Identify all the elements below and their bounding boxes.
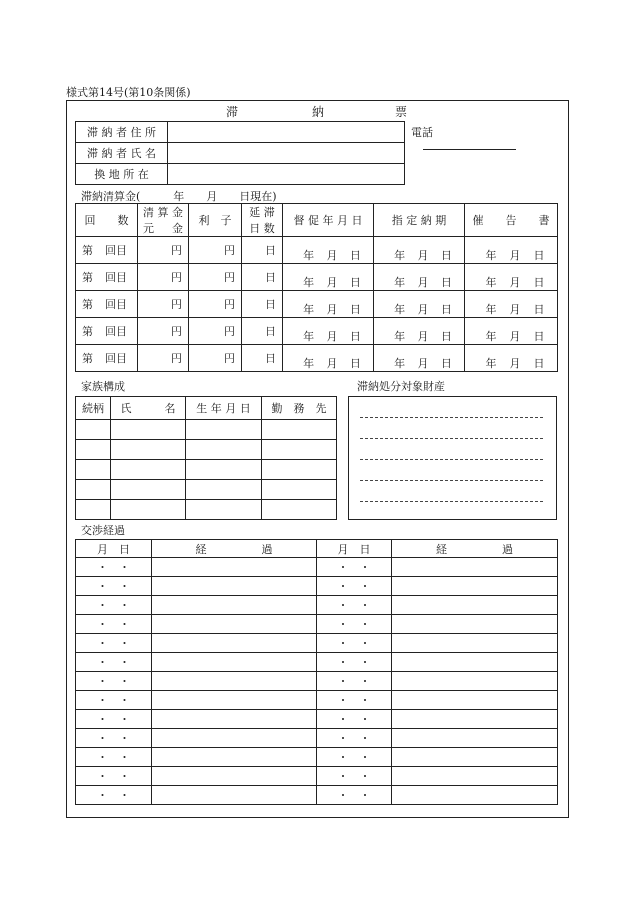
nego-date-right[interactable]: ・ ・ [317, 767, 392, 786]
day-label: 日 [533, 357, 545, 370]
date-parts [374, 264, 464, 290]
delay-days-cell[interactable]: 日 [242, 318, 283, 345]
name-cell[interactable] [111, 420, 186, 440]
family-heading: 家族構成 [81, 380, 125, 393]
settlement-row [76, 345, 558, 372]
nego-progress-left[interactable] [152, 767, 317, 786]
day-label: 日 [533, 276, 545, 289]
workplace-cell[interactable] [262, 500, 337, 520]
month-label: 月 [326, 249, 338, 262]
property-heading: 滞納処分対象財産 [357, 380, 445, 393]
negotiation-row [76, 710, 558, 729]
nego-date-left[interactable]: ・ ・ [76, 786, 152, 805]
reminder-date-cell[interactable] [283, 264, 374, 291]
year-label: 年 [485, 330, 497, 343]
month-label: 月 [326, 357, 338, 370]
date-parts [283, 345, 373, 371]
nego-progress-left[interactable] [152, 786, 317, 805]
interest-cell[interactable]: 円 [189, 264, 242, 291]
delay-days-cell[interactable]: 日 [242, 237, 283, 264]
date-parts [283, 237, 373, 263]
nego-progress-left[interactable] [152, 615, 317, 634]
notice-date-cell[interactable] [465, 345, 558, 372]
nego-date-left[interactable]: ・ ・ [76, 596, 152, 615]
times-cell[interactable] [76, 237, 138, 264]
name-cell[interactable] [111, 500, 186, 520]
month-label: 月 [326, 303, 338, 316]
day-label: 日 [440, 303, 452, 316]
nego-header-progress-right: 経 過 [392, 540, 558, 558]
nego-progress-left[interactable] [152, 634, 317, 653]
family-header-relation: 続柄 [76, 397, 111, 420]
nego-progress-left[interactable] [152, 672, 317, 691]
nego-progress-right[interactable] [392, 710, 558, 729]
month-label: 月 [417, 303, 429, 316]
nego-progress-left[interactable] [152, 577, 317, 596]
year-label: 年 [394, 303, 406, 316]
month-label: 月 [326, 330, 338, 343]
nego-date-left[interactable]: ・ ・ [76, 767, 152, 786]
family-row [76, 420, 337, 440]
interest-cell[interactable]: 円 [189, 237, 242, 264]
nego-progress-left[interactable] [152, 748, 317, 767]
year-label: 年 [485, 303, 497, 316]
month-label: 月 [417, 249, 429, 262]
nego-header-progress-left: 経 過 [152, 540, 317, 558]
nego-date-right[interactable]: ・ ・ [317, 615, 392, 634]
times-suffix: 回目 [105, 244, 127, 257]
day-label: 日 [349, 330, 361, 343]
relation-cell[interactable] [76, 420, 111, 440]
times-cell[interactable] [76, 345, 138, 372]
year-label: 年 [394, 249, 406, 262]
nego-progress-right[interactable] [392, 615, 558, 634]
month-label: 月 [509, 249, 521, 262]
address-field[interactable] [168, 122, 405, 143]
due-date-cell[interactable] [374, 291, 465, 318]
settlement-row [76, 318, 558, 345]
date-parts [374, 318, 464, 344]
month-label: 月 [509, 303, 521, 316]
header-times: 回 数 [76, 204, 138, 237]
principal-cell[interactable]: 円 [138, 291, 189, 318]
due-date-cell[interactable] [374, 345, 465, 372]
delay-days-cell[interactable]: 日 [242, 345, 283, 372]
nego-date-right[interactable]: ・ ・ [317, 672, 392, 691]
negotiation-row [76, 767, 558, 786]
negotiation-table [75, 539, 558, 805]
family-row [76, 460, 337, 480]
nego-progress-right[interactable] [392, 767, 558, 786]
nego-date-left[interactable]: ・ ・ [76, 729, 152, 748]
negotiation-row [76, 634, 558, 653]
day-label: 日 [349, 303, 361, 316]
nego-progress-right[interactable] [392, 729, 558, 748]
notice-date-cell[interactable] [465, 318, 558, 345]
birthdate-cell[interactable] [186, 420, 262, 440]
month-label: 月 [326, 276, 338, 289]
principal-cell[interactable]: 円 [138, 264, 189, 291]
date-parts [465, 318, 557, 344]
name-label: 滞 納 者 氏 名 [76, 143, 168, 164]
title-char-1: 滞 [226, 105, 239, 119]
nego-date-right[interactable]: ・ ・ [317, 596, 392, 615]
settlement-heading: 滞納清算金( 年 月 日現在) [81, 190, 277, 203]
times-prefix: 第 [82, 325, 93, 338]
nego-date-right[interactable]: ・ ・ [317, 748, 392, 767]
delay-days-cell[interactable]: 日 [242, 291, 283, 318]
times-suffix: 回目 [105, 298, 127, 311]
reminder-date-cell[interactable] [283, 345, 374, 372]
year-label: 年 [303, 303, 315, 316]
times-prefix: 第 [82, 244, 93, 257]
nego-header-date-right: 月 日 [317, 540, 392, 558]
property-entry-line[interactable] [360, 501, 543, 502]
nego-date-right[interactable]: ・ ・ [317, 653, 392, 672]
workplace-cell[interactable] [262, 440, 337, 460]
nego-date-right[interactable]: ・ ・ [317, 729, 392, 748]
interest-cell[interactable]: 円 [189, 318, 242, 345]
principal-cell[interactable]: 円 [138, 318, 189, 345]
nego-progress-right[interactable] [392, 748, 558, 767]
workplace-cell[interactable] [262, 480, 337, 500]
negotiation-row [76, 558, 558, 577]
header-delay-days: 延 滞 日 数 [242, 204, 283, 237]
nego-date-left[interactable]: ・ ・ [76, 653, 152, 672]
interest-cell[interactable]: 円 [189, 291, 242, 318]
name-cell[interactable] [111, 440, 186, 460]
year-label: 年 [303, 330, 315, 343]
nego-date-left[interactable]: ・ ・ [76, 710, 152, 729]
nego-progress-right[interactable] [392, 634, 558, 653]
date-parts [465, 345, 557, 371]
day-label: 日 [440, 249, 452, 262]
header-reminder-date: 督 促 年 月 日 [283, 204, 374, 237]
negotiation-heading: 交渉経過 [81, 524, 125, 537]
workplace-cell[interactable] [262, 460, 337, 480]
nego-date-right[interactable]: ・ ・ [317, 558, 392, 577]
times-cell[interactable] [76, 264, 138, 291]
nego-date-right[interactable]: ・ ・ [317, 634, 392, 653]
day-label: 日 [533, 249, 545, 262]
month-label: 月 [417, 357, 429, 370]
header-interest: 利 子 [189, 204, 242, 237]
reminder-date-cell[interactable] [283, 291, 374, 318]
nego-progress-left[interactable] [152, 710, 317, 729]
nego-date-right[interactable]: ・ ・ [317, 786, 392, 805]
nego-progress-right[interactable] [392, 691, 558, 710]
year-label: 年 [394, 330, 406, 343]
name-field[interactable] [168, 143, 405, 164]
month-label: 月 [509, 357, 521, 370]
day-label: 日 [349, 357, 361, 370]
negotiation-row [76, 786, 558, 805]
header-principal: 清 算 金 元 金 [138, 204, 189, 237]
relation-cell[interactable] [76, 460, 111, 480]
title-char-3: 票 [395, 105, 408, 119]
land-location-label: 換 地 所 在 [76, 164, 168, 185]
times-cell[interactable] [76, 318, 138, 345]
settlement-row [76, 291, 558, 318]
taxpayer-info-table [75, 121, 405, 185]
form-title [66, 103, 569, 117]
negotiation-row [76, 653, 558, 672]
month-label: 月 [417, 330, 429, 343]
header-notice: 催 告 書 [465, 204, 558, 237]
delay-days-cell[interactable]: 日 [242, 264, 283, 291]
day-label: 日 [533, 330, 545, 343]
name-cell[interactable] [111, 480, 186, 500]
family-header-name: 氏 名 [111, 397, 186, 420]
form-number-label: 様式第14号(第10条関係) [66, 86, 191, 99]
family-row [76, 500, 337, 520]
times-cell[interactable] [76, 291, 138, 318]
date-parts [374, 237, 464, 263]
address-label: 滞 納 者 住 所 [76, 122, 168, 143]
notice-date-cell[interactable] [465, 291, 558, 318]
times-prefix: 第 [82, 271, 93, 284]
nego-progress-right[interactable] [392, 672, 558, 691]
nego-progress-left[interactable] [152, 653, 317, 672]
birthdate-cell[interactable] [186, 500, 262, 520]
year-label: 年 [485, 276, 497, 289]
nego-progress-right[interactable] [392, 786, 558, 805]
phone-field-line[interactable] [423, 149, 516, 150]
negotiation-row [76, 596, 558, 615]
year-label: 年 [394, 276, 406, 289]
year-label: 年 [303, 249, 315, 262]
times-prefix: 第 [82, 298, 93, 311]
birthdate-cell[interactable] [186, 440, 262, 460]
nego-date-left[interactable]: ・ ・ [76, 748, 152, 767]
nego-progress-left[interactable] [152, 596, 317, 615]
date-parts [465, 264, 557, 290]
times-suffix: 回目 [105, 271, 127, 284]
year-label: 年 [303, 276, 315, 289]
nego-progress-right[interactable] [392, 653, 558, 672]
notice-date-cell[interactable] [465, 264, 558, 291]
nego-header-date-left: 月 日 [76, 540, 152, 558]
relation-cell[interactable] [76, 500, 111, 520]
month-label: 月 [509, 330, 521, 343]
family-header-birthdate: 生 年 月 日 [186, 397, 262, 420]
principal-cell[interactable]: 円 [138, 237, 189, 264]
year-label: 年 [394, 357, 406, 370]
due-date-cell[interactable] [374, 264, 465, 291]
date-parts [283, 264, 373, 290]
date-parts [283, 318, 373, 344]
negotiation-row [76, 672, 558, 691]
day-label: 日 [349, 276, 361, 289]
nego-progress-left[interactable] [152, 729, 317, 748]
month-label: 月 [509, 276, 521, 289]
settlement-row [76, 237, 558, 264]
negotiation-row [76, 577, 558, 596]
principal-cell[interactable]: 円 [138, 345, 189, 372]
nego-date-right[interactable]: ・ ・ [317, 691, 392, 710]
property-entry-line[interactable] [360, 459, 543, 460]
due-date-cell[interactable] [374, 318, 465, 345]
phone-label: 電話 [411, 126, 433, 139]
land-location-field[interactable] [168, 164, 405, 185]
month-label: 月 [417, 276, 429, 289]
nego-progress-right[interactable] [392, 577, 558, 596]
year-label: 年 [303, 357, 315, 370]
relation-cell[interactable] [76, 480, 111, 500]
date-parts [465, 237, 557, 263]
nego-date-left[interactable]: ・ ・ [76, 691, 152, 710]
nego-progress-right[interactable] [392, 558, 558, 577]
date-parts [374, 291, 464, 317]
year-label: 年 [485, 357, 497, 370]
nego-date-left[interactable]: ・ ・ [76, 672, 152, 691]
nego-progress-left[interactable] [152, 691, 317, 710]
year-label: 年 [485, 249, 497, 262]
header-due-date: 指 定 納 期 [374, 204, 465, 237]
property-entry-line[interactable] [360, 480, 543, 481]
family-row [76, 440, 337, 460]
reminder-date-cell[interactable] [283, 237, 374, 264]
date-parts [283, 291, 373, 317]
nego-date-left[interactable]: ・ ・ [76, 558, 152, 577]
day-label: 日 [440, 357, 452, 370]
nego-date-left[interactable]: ・ ・ [76, 615, 152, 634]
times-prefix: 第 [82, 352, 93, 365]
date-parts [465, 291, 557, 317]
settlement-row [76, 264, 558, 291]
title-char-2: 納 [312, 105, 325, 119]
family-table [75, 396, 337, 520]
family-row [76, 480, 337, 500]
nego-date-right[interactable]: ・ ・ [317, 710, 392, 729]
nego-progress-left[interactable] [152, 558, 317, 577]
times-suffix: 回目 [105, 325, 127, 338]
nego-date-left[interactable]: ・ ・ [76, 577, 152, 596]
negotiation-row [76, 729, 558, 748]
day-label: 日 [349, 249, 361, 262]
day-label: 日 [533, 303, 545, 316]
family-header-workplace: 勤 務 先 [262, 397, 337, 420]
relation-cell[interactable] [76, 440, 111, 460]
nego-date-right[interactable]: ・ ・ [317, 577, 392, 596]
birthdate-cell[interactable] [186, 480, 262, 500]
nego-progress-right[interactable] [392, 596, 558, 615]
name-cell[interactable] [111, 460, 186, 480]
due-date-cell[interactable] [374, 237, 465, 264]
times-suffix: 回目 [105, 352, 127, 365]
property-entry-line[interactable] [360, 417, 543, 418]
settlement-table [75, 203, 558, 372]
workplace-cell[interactable] [262, 420, 337, 440]
date-parts [374, 345, 464, 371]
notice-date-cell[interactable] [465, 237, 558, 264]
day-label: 日 [440, 330, 452, 343]
day-label: 日 [440, 276, 452, 289]
negotiation-row [76, 615, 558, 634]
negotiation-row [76, 691, 558, 710]
nego-date-left[interactable]: ・ ・ [76, 634, 152, 653]
interest-cell[interactable]: 円 [189, 345, 242, 372]
birthdate-cell[interactable] [186, 460, 262, 480]
property-entry-line[interactable] [360, 438, 543, 439]
reminder-date-cell[interactable] [283, 318, 374, 345]
negotiation-row [76, 748, 558, 767]
